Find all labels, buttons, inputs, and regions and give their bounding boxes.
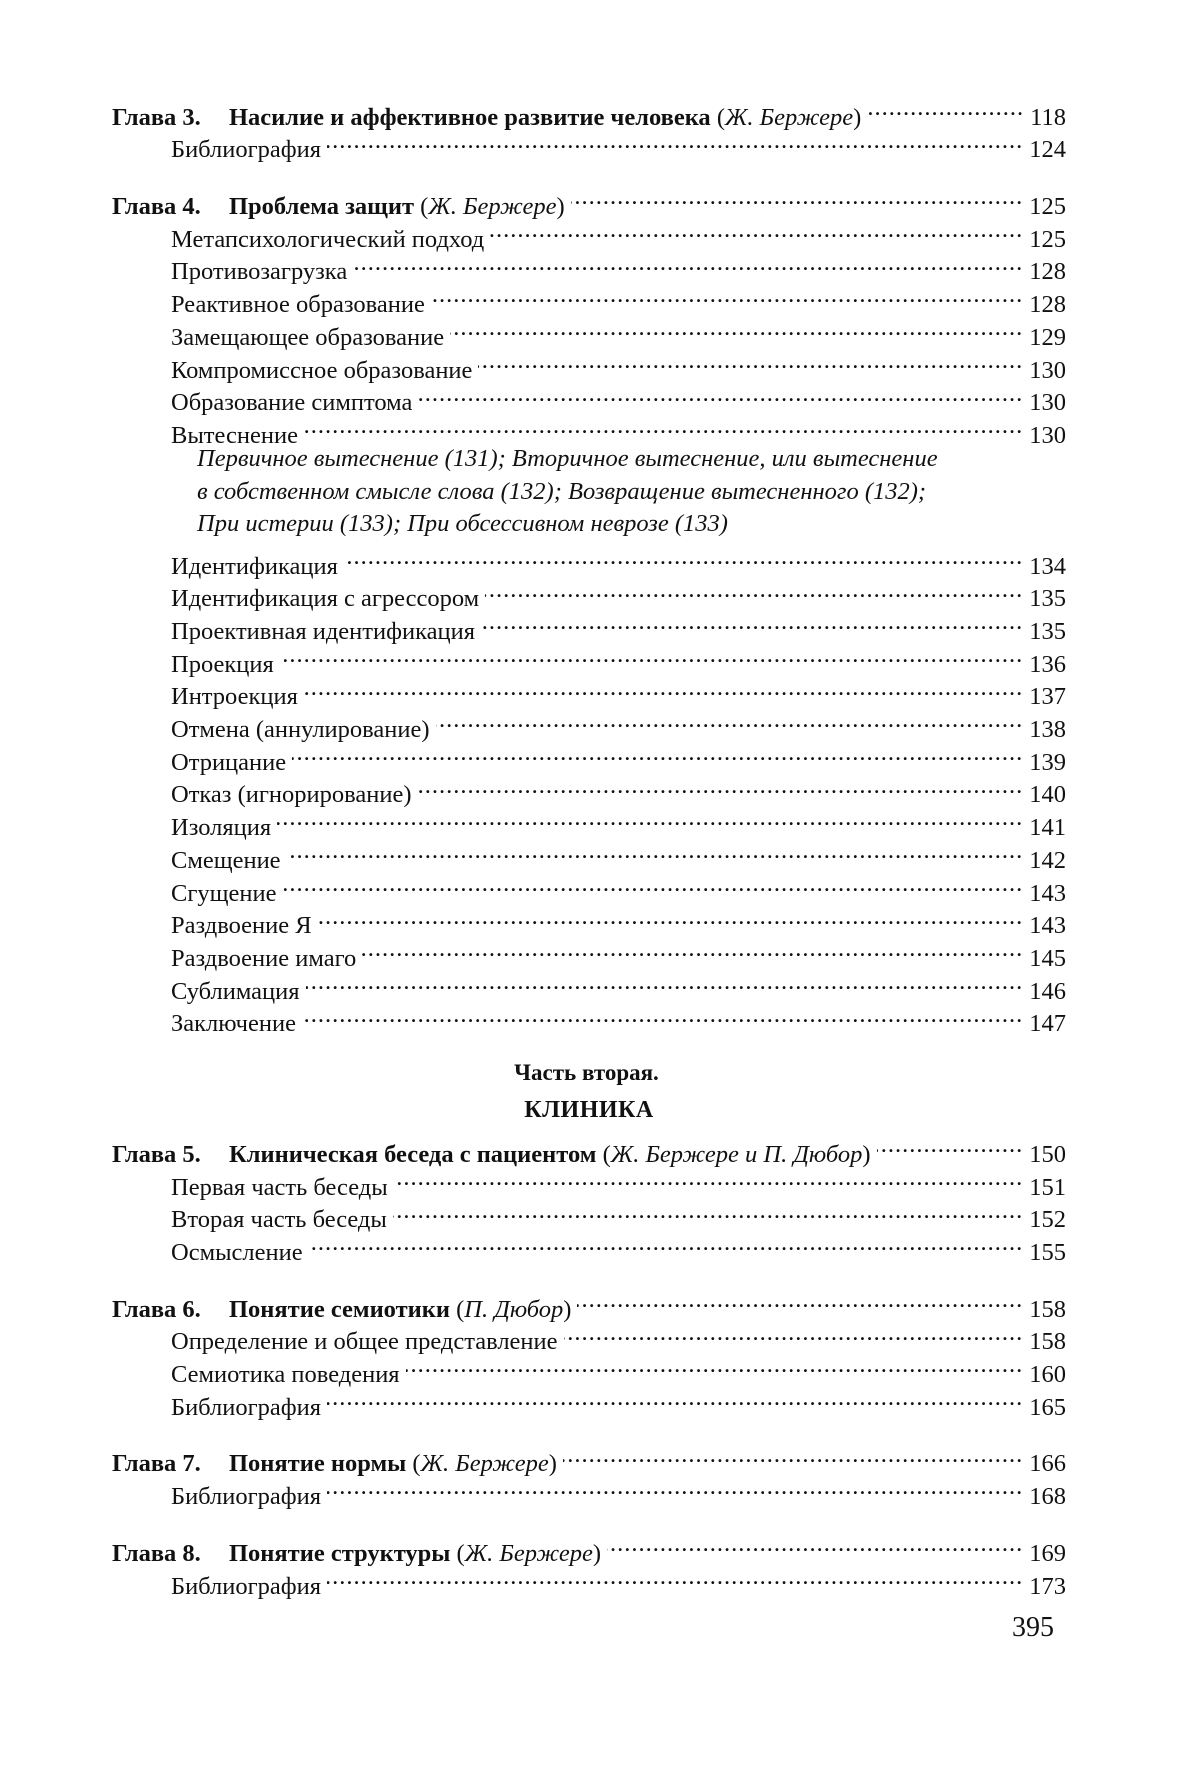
dot-leader bbox=[327, 125, 1023, 158]
toc-chapter-8[interactable]: Глава 8. Понятие структуры (Ж. Бержере) ..... 169 bbox=[112, 1528, 1066, 1561]
dot-leader bbox=[306, 966, 1024, 999]
entry-label: Реактивное образование bbox=[171, 291, 425, 319]
entry-label: Смещение bbox=[171, 846, 281, 874]
entry-label: Идентификация bbox=[171, 552, 338, 580]
dot-leader bbox=[393, 1195, 1023, 1228]
entry-label: Идентификация с агрессором bbox=[171, 585, 480, 613]
toc-chapter-3[interactable]: Глава 3. Насилие и аффективное развитие человека (Ж. Бержере) ..... 118 bbox=[112, 92, 1066, 125]
page-number: 168 bbox=[1029, 1483, 1066, 1511]
entry-label: Интроекция bbox=[171, 683, 298, 711]
dot-leader bbox=[344, 541, 1023, 574]
subsection-note-line: Первичное вытеснение (131); Вторичное вытеснение, или вытеснение bbox=[197, 444, 938, 472]
page-folio-number: 395 bbox=[1012, 1612, 1054, 1643]
entry-label: Образование симптома bbox=[171, 389, 413, 417]
dot-leader bbox=[406, 1349, 1024, 1382]
page-number: 158 bbox=[1029, 1295, 1066, 1323]
page-number: 173 bbox=[1029, 1572, 1066, 1600]
dot-leader bbox=[282, 868, 1023, 901]
dot-leader bbox=[418, 770, 1024, 803]
chapter-number: Глава 8. bbox=[112, 1539, 201, 1567]
entry-label: Вытеснение bbox=[171, 421, 298, 449]
entry-label: Раздвоение Я bbox=[171, 912, 312, 940]
subsection-note-line: При истерии (133); При обсессивном неврозе (133) bbox=[197, 510, 728, 538]
page-number: 150 bbox=[1029, 1140, 1066, 1168]
chapter-author: Ж. Бержере bbox=[420, 1450, 549, 1478]
page-number: 158 bbox=[1029, 1328, 1066, 1356]
page-number: 124 bbox=[1029, 136, 1066, 164]
entry-label: Компромиссное образование bbox=[171, 356, 473, 384]
page-number: 165 bbox=[1029, 1393, 1066, 1421]
subsection-note-line: в собственном смысле слова (132); Возвращение вытесненного (132); bbox=[197, 477, 927, 505]
entry-label: Вторая часть беседы bbox=[171, 1206, 387, 1234]
dot-leader bbox=[277, 802, 1023, 835]
chapter-title: Понятие нормы bbox=[229, 1450, 407, 1478]
entry-label: Сублимация bbox=[171, 977, 300, 1005]
chapter-author: Ж. Бержере bbox=[428, 193, 557, 221]
entry-label: Отказ (игнорирование) bbox=[171, 781, 412, 809]
page-number: 152 bbox=[1029, 1206, 1066, 1234]
entry-label: Библиография bbox=[171, 136, 322, 164]
entry-label: Метапсихологический подход bbox=[171, 225, 485, 253]
page-number: 128 bbox=[1029, 258, 1066, 286]
dot-leader bbox=[418, 378, 1023, 411]
chapter-title: Насилие и аффективное развитие человека bbox=[229, 103, 711, 131]
chapter-title: Понятие структуры bbox=[229, 1539, 451, 1567]
dot-leader bbox=[362, 933, 1023, 966]
dot-leader bbox=[353, 247, 1023, 280]
page-number: 130 bbox=[1029, 421, 1066, 449]
chapter-author: Ж. Бержере bbox=[464, 1539, 593, 1567]
dot-leader bbox=[436, 704, 1024, 737]
entry-label: Проективная идентификация bbox=[171, 618, 475, 645]
dot-leader bbox=[394, 1162, 1024, 1195]
dot-leader bbox=[287, 835, 1024, 868]
chapter-number: Глава 7. bbox=[112, 1450, 201, 1478]
dot-leader bbox=[607, 1528, 1023, 1561]
chapter-number: Глава 5. bbox=[112, 1140, 201, 1168]
chapter-author: П. Дюбор bbox=[464, 1295, 564, 1323]
dot-leader bbox=[304, 672, 1023, 705]
page-number: 169 bbox=[1029, 1539, 1066, 1567]
entry-label: Отмена (аннулирование) bbox=[171, 716, 430, 744]
dot-leader bbox=[327, 1382, 1023, 1415]
dot-leader bbox=[564, 1317, 1024, 1350]
page-number: 143 bbox=[1029, 879, 1066, 907]
chapter-title: Проблема защит bbox=[229, 193, 415, 221]
entry-label: Заключение bbox=[171, 1010, 296, 1038]
dot-leader bbox=[280, 639, 1023, 672]
page-number: 135 bbox=[1029, 618, 1066, 645]
dot-leader bbox=[302, 999, 1023, 1032]
page-number: 137 bbox=[1029, 683, 1066, 711]
dot-leader bbox=[327, 1561, 1023, 1594]
dot-leader bbox=[867, 92, 1024, 125]
page-number: 134 bbox=[1029, 552, 1066, 580]
entry-label: Библиография bbox=[171, 1572, 322, 1600]
part-title: КЛИНИКА bbox=[524, 1097, 654, 1124]
dot-leader bbox=[571, 181, 1024, 214]
page-number: 141 bbox=[1029, 814, 1066, 842]
toc-chapter-6[interactable]: Глава 6. Понятие семиотики (П. Дюбор) ..... 158 bbox=[112, 1284, 1066, 1317]
toc-entry[interactable] bbox=[112, 541, 1066, 580]
entry-label: Сгущение bbox=[171, 879, 277, 907]
page-number: 151 bbox=[1029, 1173, 1066, 1201]
page-number: 125 bbox=[1029, 225, 1066, 253]
entry-label: Библиография bbox=[171, 1483, 322, 1511]
page-number: 143 bbox=[1029, 912, 1066, 940]
page-number: 129 bbox=[1029, 323, 1066, 351]
entry-label: Определение и общее представление bbox=[171, 1328, 558, 1356]
dot-leader bbox=[318, 901, 1024, 934]
entry-label: Первая часть беседы bbox=[171, 1173, 388, 1201]
entry-label: Семиотика поведения bbox=[171, 1361, 400, 1389]
chapter-number: Глава 3. bbox=[112, 103, 201, 131]
entry-label: Отрицание bbox=[171, 748, 287, 776]
dot-leader bbox=[327, 1471, 1023, 1504]
chapter-number: Глава 4. bbox=[112, 193, 201, 221]
dot-leader bbox=[490, 214, 1023, 247]
page-number: 138 bbox=[1029, 716, 1066, 744]
dot-leader bbox=[485, 574, 1023, 607]
dot-leader bbox=[478, 345, 1023, 378]
dot-leader bbox=[292, 737, 1023, 770]
entry-label: Раздвоение имаго bbox=[171, 944, 357, 972]
page-number: 135 bbox=[1029, 585, 1066, 613]
page-number: 125 bbox=[1029, 193, 1066, 221]
entry-label: Проекция bbox=[171, 650, 274, 678]
dot-leader bbox=[877, 1129, 1024, 1162]
page-number: 146 bbox=[1029, 977, 1066, 1005]
page-number: 140 bbox=[1029, 781, 1066, 809]
part-label: Часть вторая. bbox=[514, 1060, 659, 1086]
dot-leader bbox=[577, 1284, 1023, 1317]
dot-leader bbox=[309, 1227, 1024, 1260]
dot-leader bbox=[563, 1439, 1023, 1472]
page-number: 155 bbox=[1029, 1239, 1066, 1266]
chapter-title: Понятие семиотики bbox=[229, 1295, 450, 1323]
dot-leader bbox=[450, 312, 1023, 345]
chapter-number: Глава 6. bbox=[112, 1295, 201, 1323]
toc-chapter-5[interactable]: Глава 5. Клиническая беседа с пациентом (Ж. Бержере и П. Дюбор) ..... 150 bbox=[112, 1129, 1066, 1162]
page-number: 160 bbox=[1029, 1361, 1066, 1389]
dot-leader bbox=[481, 606, 1023, 639]
dot-leader bbox=[304, 410, 1023, 443]
entry-label: Противозагрузка bbox=[171, 258, 348, 286]
page-number: 142 bbox=[1029, 846, 1066, 874]
entry-label: Библиография bbox=[171, 1393, 322, 1421]
page-number: 166 bbox=[1029, 1450, 1066, 1478]
page-number: 139 bbox=[1029, 748, 1066, 776]
page-number: 128 bbox=[1029, 291, 1066, 319]
page-number: 130 bbox=[1029, 389, 1066, 417]
page-number: 118 bbox=[1030, 103, 1066, 131]
toc-chapter-4[interactable]: Глава 4. Проблема защит (Ж. Бержере) ..... 125 bbox=[112, 181, 1066, 214]
page-number: 145 bbox=[1029, 944, 1066, 972]
chapter-author: Ж. Бержере и П. Дюбор bbox=[610, 1140, 863, 1168]
page-number: 147 bbox=[1029, 1010, 1066, 1038]
toc-chapter-7[interactable]: Глава 7. Понятие нормы (Ж. Бержере) ..... 166 bbox=[112, 1439, 1066, 1472]
entry-label: Замещающее образование bbox=[171, 323, 445, 351]
chapter-title: Клиническая беседа с пациентом bbox=[229, 1140, 597, 1168]
table-of-contents bbox=[112, 92, 1066, 1600]
chapter-author: Ж. Бержере bbox=[724, 103, 854, 131]
entry-label: Осмысление bbox=[171, 1239, 303, 1266]
dot-leader bbox=[431, 279, 1023, 312]
page-number: 136 bbox=[1029, 650, 1066, 678]
entry-label: Изоляция bbox=[171, 814, 272, 842]
page-number: 130 bbox=[1029, 356, 1066, 384]
